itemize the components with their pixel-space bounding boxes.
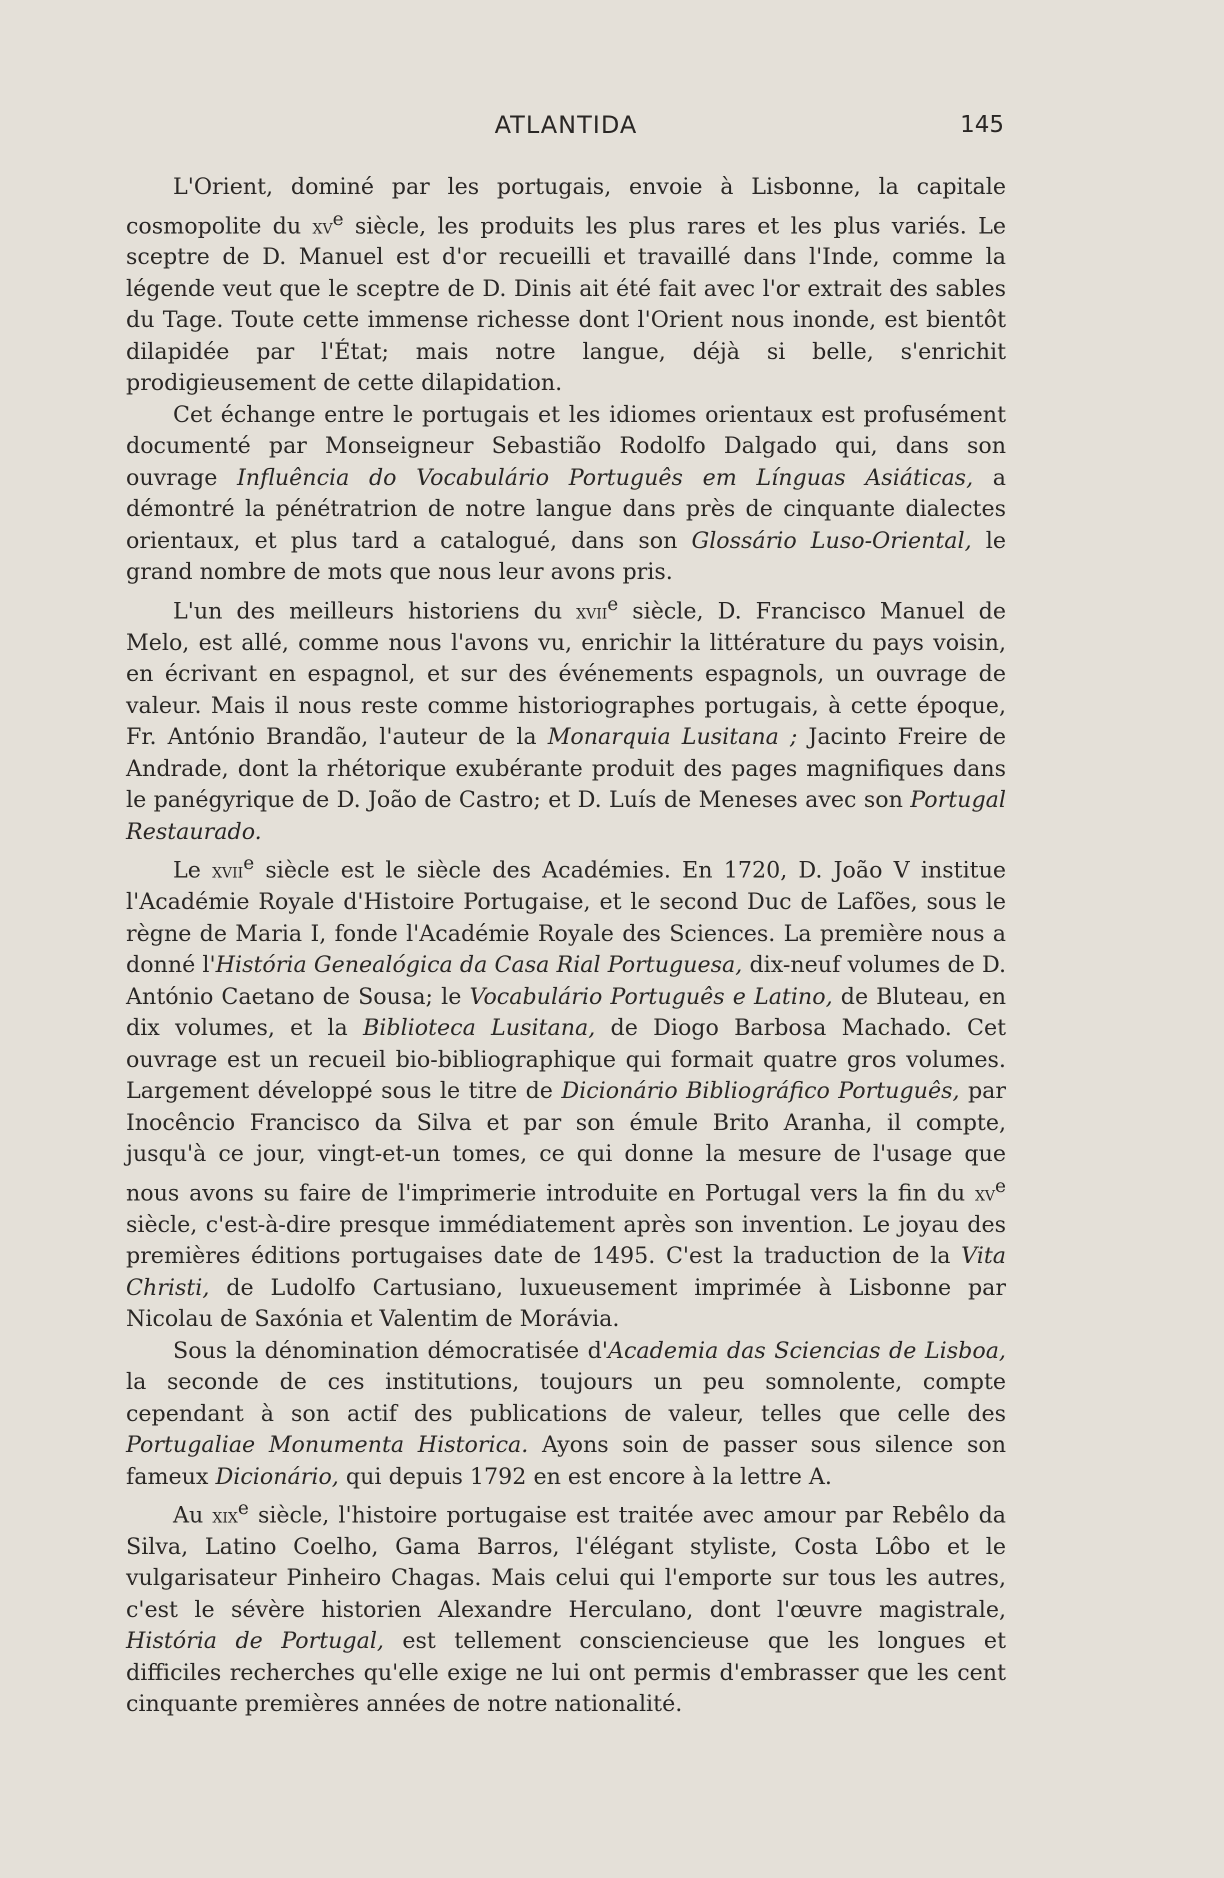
century-numeral: xv bbox=[974, 1181, 996, 1206]
italic-title: Dicionário Bibliográfico Português, bbox=[561, 1078, 960, 1105]
century-numeral: xv bbox=[312, 213, 333, 238]
paragraph bbox=[126, 1493, 1006, 1721]
text-run: a démontré la pénétratrion de notre langue dans près de cinquante dialectes orientaux, et plus tard a catalogué, dans son bbox=[126, 464, 1007, 554]
text-run: dix-neuf volumes de D. António Caetano de Sousa; le bbox=[126, 952, 1006, 1010]
italic-title: Portugaliae Monumenta Historica. bbox=[126, 1432, 529, 1459]
superscript: e bbox=[237, 1498, 249, 1520]
paragraph bbox=[126, 589, 1006, 848]
italic-title: História Genealógica da Casa Rial Portuguesa, bbox=[215, 952, 743, 979]
text-run: Jacinto Freire de Andrade, dont la rhétorique exubérante produit des pages magnifiques dans le panégyrique de D. João de Castro; et D. Luís de Meneses avec son bbox=[126, 724, 1006, 814]
italic-title: Academia das Sciencias de Lisboa, bbox=[607, 1337, 1006, 1364]
paragraph bbox=[126, 848, 1006, 1335]
text-run: siècle, l'histoire portugaise est traitée avec amour par Rebêlo da Silva, Latino Coelho, Gama Barros, l'élégant styliste, Costa Lôbo et le vulgarisateur Pinheiro Chagas. Mais celui qui l'emporte sur tous les autres, c'est le sévère historien Alexandre Herculano, dont l'œuvre magistrale, bbox=[126, 1502, 1006, 1623]
italic-title: Biblioteca Lusitana, bbox=[362, 1015, 596, 1042]
text-run: est tellement consciencieuse que les longues et difficiles recherches qu'elle exige ne lui ont permis d'embrasser que les cent cinquante premières années de notre nationalité. bbox=[126, 1628, 1006, 1718]
text-run: de Diogo Barbosa Machado. Cet ouvrage est un recueil bio-bibliographique qui formait quatre gros volumes. Largement développé sous le titre de bbox=[126, 1015, 1006, 1105]
body-text bbox=[126, 172, 1006, 1721]
superscript: e bbox=[332, 208, 344, 230]
page-header bbox=[126, 108, 1006, 142]
text-run: siècle, les produits les plus rares et les plus variés. Le sceptre de D. Manuel est d'or recueilli et travaillé dans l'Inde, comme la légende veut que le sceptre de D. Dinis ait été fait avec l'or extrait des sables du Tage. Toute cette immense richesse dont l'Orient nous inonde, est bientôt dilapidée par l'État; mais notre langue, déjà si belle, s'enrichit prodigieusement de cette dilapidation. bbox=[126, 212, 1006, 397]
text-run: Cet échange entre le portugais et les idiomes orientaux est profusément documenté par Monseigneur Sebastião Rodolfo Dalgado qui, dans son ouvrage bbox=[126, 401, 1006, 491]
text-run: par Inocêncio Francisco da Silva et par son émule Brito Aranha, il compte, jusqu'à ce jour, vingt-et-un tomes, ce qui donne la mesure de l'usage que nous avons su faire de l'imprimerie introduite en Portugal vers la fin du bbox=[126, 1078, 1006, 1207]
text-run: L'Orient, dominé par les portugais, envoie à Lisbonne, la capitale cosmopolite du bbox=[126, 174, 1006, 239]
text-run: siècle, c'est-à-dire presque immédiatement après son invention. Le joyau des premières éditions portugaises date de 1495. C'est la traduction de la bbox=[126, 1211, 1006, 1270]
italic-title: Influência do Vocabulário Português em Línguas Asiáticas, bbox=[237, 464, 974, 491]
paragraph bbox=[126, 400, 1006, 589]
superscript: e bbox=[995, 1175, 1006, 1197]
italic-title: Vocabulário Português e Latino, bbox=[469, 983, 833, 1010]
italic-title: História de Portugal, bbox=[126, 1628, 384, 1655]
text-run: siècle est le siècle des Académies. En 1720, D. João V institue l'Académie Royale d'Histoire Portugaise, et le second Duc de Lafões, sous le règne de Maria I, fonde l'Académie Royale des Sciences. La première nous a donné l' bbox=[126, 857, 1007, 979]
text-run: L'un des meilleurs historiens du bbox=[173, 598, 577, 625]
italic-title: Vita Christi, bbox=[126, 1243, 1006, 1301]
text-run: Sous la dénomination démocratisée d' bbox=[173, 1337, 608, 1364]
text-run: Ayons soin de passer sous silence son fameux bbox=[126, 1432, 1006, 1490]
page-number: 145 bbox=[960, 112, 1004, 138]
text-run: la seconde de ces institutions, toujours un peu somnolente, compte cependant à son actif des publications de valeur, telles que celle des bbox=[126, 1369, 1006, 1427]
text-run: Le bbox=[173, 857, 213, 884]
paragraph bbox=[126, 1336, 1006, 1494]
century-numeral: xvii bbox=[576, 599, 608, 624]
text-run: le grand nombre de mots que nous leur avons pris. bbox=[126, 527, 1006, 586]
superscript: e bbox=[243, 853, 255, 875]
italic-title: Glossário Luso-Oriental, bbox=[691, 527, 972, 554]
paragraph bbox=[126, 172, 1006, 400]
text-run: qui depuis 1792 en est encore à la lettre A. bbox=[338, 1463, 832, 1490]
italic-title: Portugal Restaurado. bbox=[126, 787, 1006, 845]
text-run: Au bbox=[173, 1502, 213, 1529]
century-numeral: xix bbox=[212, 1503, 238, 1528]
running-head: ATLANTIDA bbox=[494, 111, 638, 139]
superscript: e bbox=[607, 593, 619, 615]
text-run: siècle, D. Francisco Manuel de Melo, est allé, comme nous l'avons vu, enrichir la littérature du pays voisin, en écrivant en espagnol, et sur des événements espagnols, un ouvrage de valeur. Mais il nous reste comme historiographes portugais, à cette époque, Fr. António Brandão, l'auteur de la bbox=[126, 598, 1006, 751]
italic-title: Dicionário, bbox=[215, 1463, 339, 1490]
text-run: de Bluteau, en dix volumes, et la bbox=[126, 983, 1006, 1042]
text-run: de Ludolfo Cartusiano, luxueusement imprimée à Lisbonne par Nicolau de Saxónia et Valentim de Morávia. bbox=[126, 1274, 1006, 1333]
italic-title: Monarquia Lusitana ; bbox=[547, 724, 798, 751]
century-numeral: xvii bbox=[212, 858, 244, 883]
